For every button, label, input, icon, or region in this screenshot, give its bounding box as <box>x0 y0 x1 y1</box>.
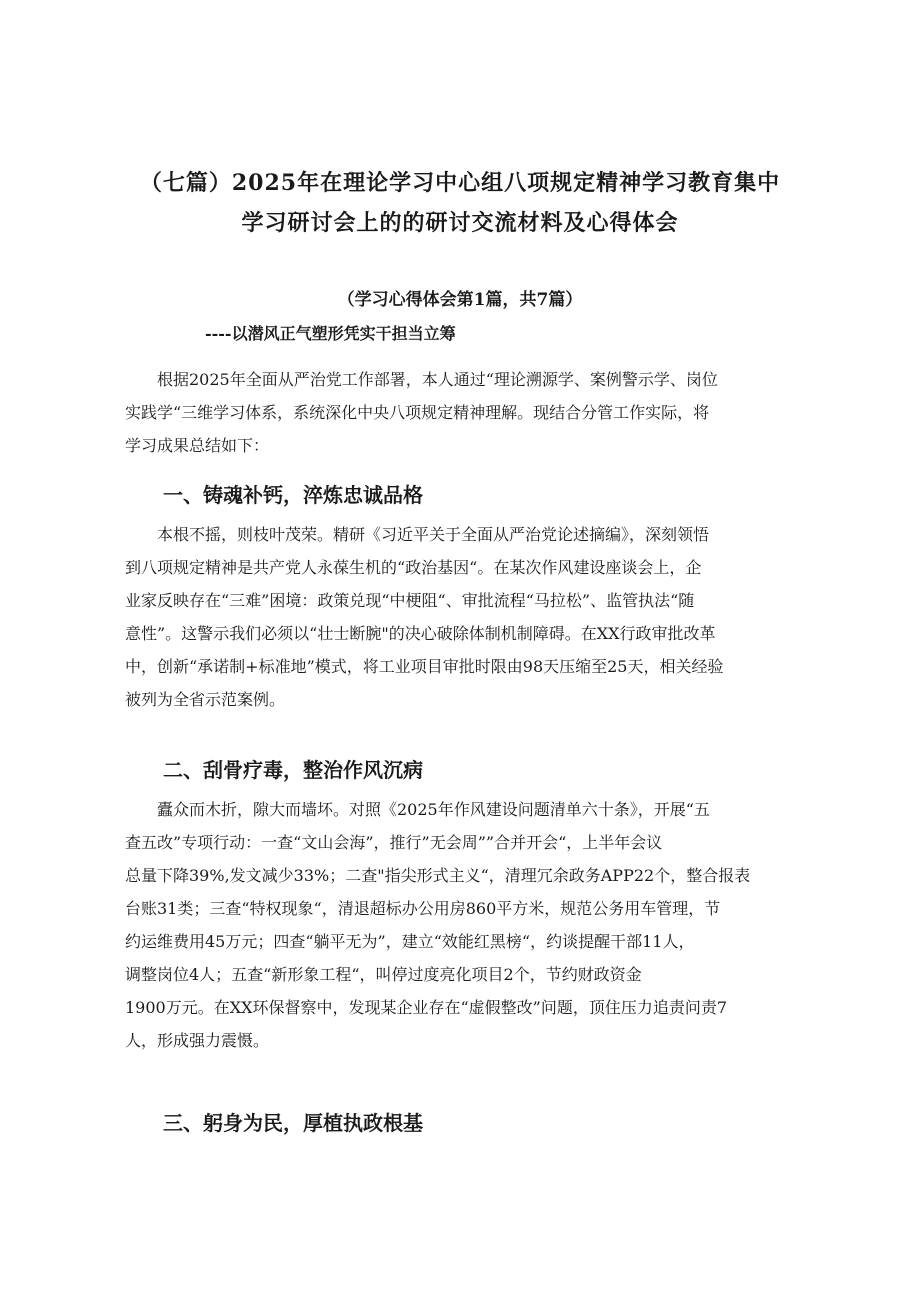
section-heading-1: 一、铸魂补钙，淬炼忠诚品格 <box>163 483 423 507</box>
paragraph-line: 根据2025年全面从严治党工作部署，本人通过“理论溯源学、案例警示学、岗位 <box>125 370 718 389</box>
paragraph-line: 意性”。这警示我们必须以“壮士断腕"的决心破除体制机制障碍。在XX行政审批改革 <box>125 624 716 643</box>
article-subtitle: （学习心得体会第1篇，共7篇） <box>337 290 583 310</box>
paragraph-line: 蠹众而木折，隙大而墙坏。对照《2025年作风建设问题清单六十条》，开展“五 <box>125 800 710 819</box>
paragraph-line: 学习成果总结如下： <box>125 436 270 455</box>
paragraph-line: 调整岗位4人；五查“新形象工程“，叫停过度亮化项目2个，节约财政资金 <box>125 965 642 984</box>
section-heading-2: 二、刮骨疗毒，整治作风沉病 <box>163 758 423 782</box>
document-title-line2: 学习研讨会上的的研讨交流材料及心得体会 <box>241 210 679 236</box>
document-title-line1: （七篇）2025年在理论学习中心组八项规定精神学习教育集中 <box>139 170 781 196</box>
intro-paragraph <box>125 363 800 462</box>
paragraph-line: 实践学“三维学习体系，系统深化中央八项规定精神理解。现结合分管工作实际，将 <box>125 403 710 422</box>
paragraph-line: 被列为全省示范案例。 <box>125 690 286 709</box>
section2-paragraph <box>125 793 800 1057</box>
section-heading-3: 三、躬身为民，厚植执政根基 <box>163 1111 423 1135</box>
section1-paragraph <box>125 518 800 716</box>
paragraph-line: 人，形成强力震慑。 <box>125 1031 270 1050</box>
paragraph-line: 1900万元。在XX环保督察中，发现某企业存在“虚假整改”问题，顶住压力追责问责7 <box>125 998 728 1017</box>
paragraph-line: 台账31类；三查“特权现象“，清退超标办公用房860平方米，规范公务用车管理，节 <box>125 899 721 918</box>
paragraph-line: 中，创新“承诺制+标准地”模式，将工业项目审批时限由98天压缩至25天，相关经验 <box>125 657 724 676</box>
paragraph-line: 总量下降39%,发文减少33%；二查"指尖形式主义“，清理冗余政务APP22个，整合报表 <box>125 866 751 885</box>
paragraph-line: 查五改”专项行动：一查“文山会海”，推行”无会周””合并开会“，上半年会议 <box>125 833 663 852</box>
paragraph-line: 约运维费用45万元；四查“躺平无为”，建立“效能红黑榜“，约谈提醒干部11人， <box>125 932 695 951</box>
paragraph-line: 业家反映存在“三难”困境：政策兑现“中梗阻“、审批流程“马拉松”、监管执法“随 <box>125 591 695 610</box>
paragraph-line: 到八项规定精神是共产党人永葆生机的“政治基因“。在某次作风建设座谈会上，企 <box>125 558 702 577</box>
paragraph-line: 本根不摇，则枝叶茂荣。精研《习近平关于全面从严治党论述摘编》，深刻领悟 <box>125 525 710 544</box>
article-tagline: ----以潜风正气塑形凭实干担当立筹 <box>205 324 456 343</box>
